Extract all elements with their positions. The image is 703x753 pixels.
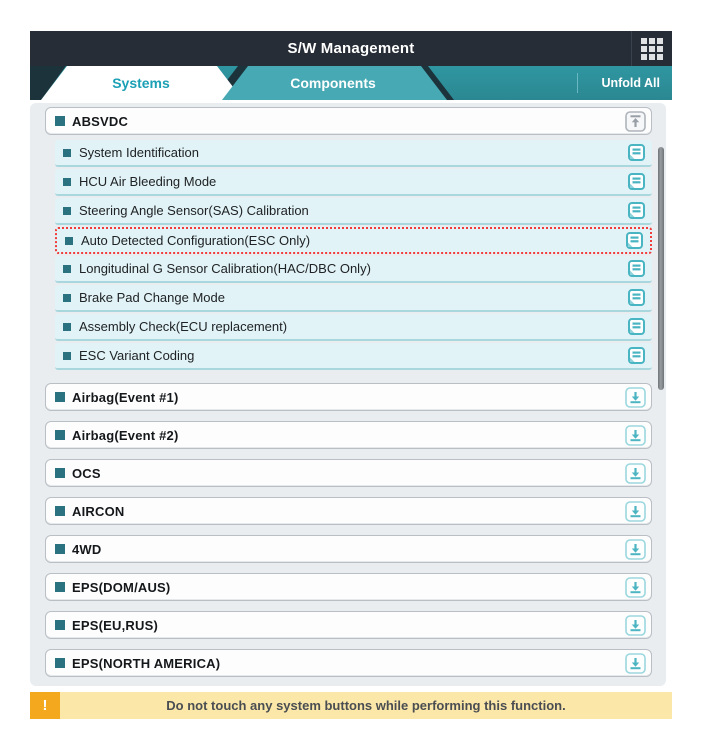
expand-down-icon[interactable] — [624, 576, 646, 598]
function-row-system-identification[interactable] — [55, 140, 652, 167]
bullet-icon — [63, 352, 71, 360]
bullet-icon — [63, 149, 71, 157]
document-icon[interactable] — [625, 287, 647, 309]
tab-components[interactable]: Components — [290, 75, 376, 91]
group-label: EPS(NORTH AMERICA) — [72, 655, 221, 671]
bullet-icon — [63, 207, 71, 215]
tab-systems[interactable]: Systems — [112, 75, 170, 91]
unfold-all-separator — [577, 73, 578, 93]
bullet-icon — [65, 237, 73, 245]
function-row-hcu-air-bleeding[interactable] — [55, 169, 652, 196]
collapse-up-icon[interactable] — [624, 110, 646, 132]
bullet-icon — [63, 294, 71, 302]
function-row-auto-detected-configuration[interactable] — [55, 227, 652, 254]
function-label: Auto Detected Configuration(ESC Only) — [81, 233, 311, 248]
bullet-icon — [55, 658, 65, 668]
sw-management-window — [30, 0, 672, 753]
system-group-eps-dom-aus[interactable] — [45, 573, 652, 601]
function-row-esc-variant-coding[interactable] — [55, 343, 652, 370]
title-bar — [30, 31, 672, 66]
bullet-icon — [63, 265, 71, 273]
function-row-longitudinal-g-sensor[interactable] — [55, 256, 652, 283]
bullet-icon — [55, 506, 65, 516]
collapsed-groups — [45, 383, 666, 677]
document-icon[interactable] — [625, 345, 647, 367]
expand-down-icon[interactable] — [624, 538, 646, 560]
expand-down-icon[interactable] — [624, 614, 646, 636]
system-group-ocs[interactable] — [45, 459, 652, 487]
group-label: Airbag(Event #2) — [72, 427, 179, 443]
function-label: System Identification — [79, 145, 199, 160]
function-label: Assembly Check(ECU replacement) — [79, 319, 288, 334]
group-label: OCS — [72, 465, 101, 481]
bullet-icon — [55, 468, 65, 478]
group-label: Airbag(Event #1) — [72, 389, 179, 405]
group-label: AIRCON — [72, 503, 125, 519]
function-row-brake-pad-change[interactable] — [55, 285, 652, 312]
document-icon[interactable] — [625, 200, 647, 222]
function-list — [55, 140, 666, 370]
document-icon[interactable] — [625, 171, 647, 193]
function-label: Brake Pad Change Mode — [79, 290, 225, 305]
document-icon[interactable] — [625, 142, 647, 164]
system-group-eps-eu-rus[interactable] — [45, 611, 652, 639]
expand-down-icon[interactable] — [624, 652, 646, 674]
bullet-icon — [55, 430, 65, 440]
system-group-airbag-event-1[interactable] — [45, 383, 652, 411]
systems-list-panel — [30, 103, 666, 686]
expand-down-icon[interactable] — [624, 462, 646, 484]
scrollbar-thumb[interactable] — [658, 147, 664, 390]
warning-text: Do not touch any system buttons while performing this function. — [166, 698, 566, 713]
function-label: Longitudinal G Sensor Calibration(HAC/DBC Only) — [79, 261, 371, 276]
function-row-assembly-check[interactable] — [55, 314, 652, 341]
bullet-icon — [55, 620, 65, 630]
expand-down-icon[interactable] — [624, 500, 646, 522]
app-menu-button[interactable] — [631, 31, 672, 66]
system-group-aircon[interactable] — [45, 497, 652, 525]
expand-down-icon[interactable] — [624, 424, 646, 446]
system-group-eps-north-america[interactable] — [45, 649, 652, 677]
bullet-icon — [55, 544, 65, 554]
tab-bar — [30, 66, 672, 100]
grid-icon — [641, 38, 663, 60]
expand-down-icon[interactable] — [624, 386, 646, 408]
group-label: ABSVDC — [72, 113, 129, 129]
group-label: EPS(DOM/AUS) — [72, 579, 171, 595]
group-label: 4WD — [72, 541, 102, 557]
bullet-icon — [55, 116, 65, 126]
bullet-icon — [63, 178, 71, 186]
document-icon[interactable] — [625, 316, 647, 338]
group-label: EPS(EU,RUS) — [72, 617, 158, 633]
system-group-airbag-event-2[interactable] — [45, 421, 652, 449]
bullet-icon — [55, 392, 65, 402]
bullet-icon — [55, 582, 65, 592]
page-title: S/W Management — [287, 40, 415, 57]
function-label: ESC Variant Coding — [79, 348, 195, 363]
document-icon[interactable] — [623, 230, 645, 252]
document-icon[interactable] — [625, 258, 647, 280]
unfold-all-button[interactable]: Unfold All — [601, 76, 660, 90]
exclamation-icon: ! — [30, 692, 60, 719]
system-group-4wd[interactable] — [45, 535, 652, 563]
warning-bar — [30, 692, 672, 719]
bullet-icon — [63, 323, 71, 331]
function-label: HCU Air Bleeding Mode — [79, 174, 217, 189]
system-group-absvdc[interactable] — [45, 107, 652, 135]
function-row-sas-calibration[interactable] — [55, 198, 652, 225]
function-label: Steering Angle Sensor(SAS) Calibration — [79, 203, 309, 218]
